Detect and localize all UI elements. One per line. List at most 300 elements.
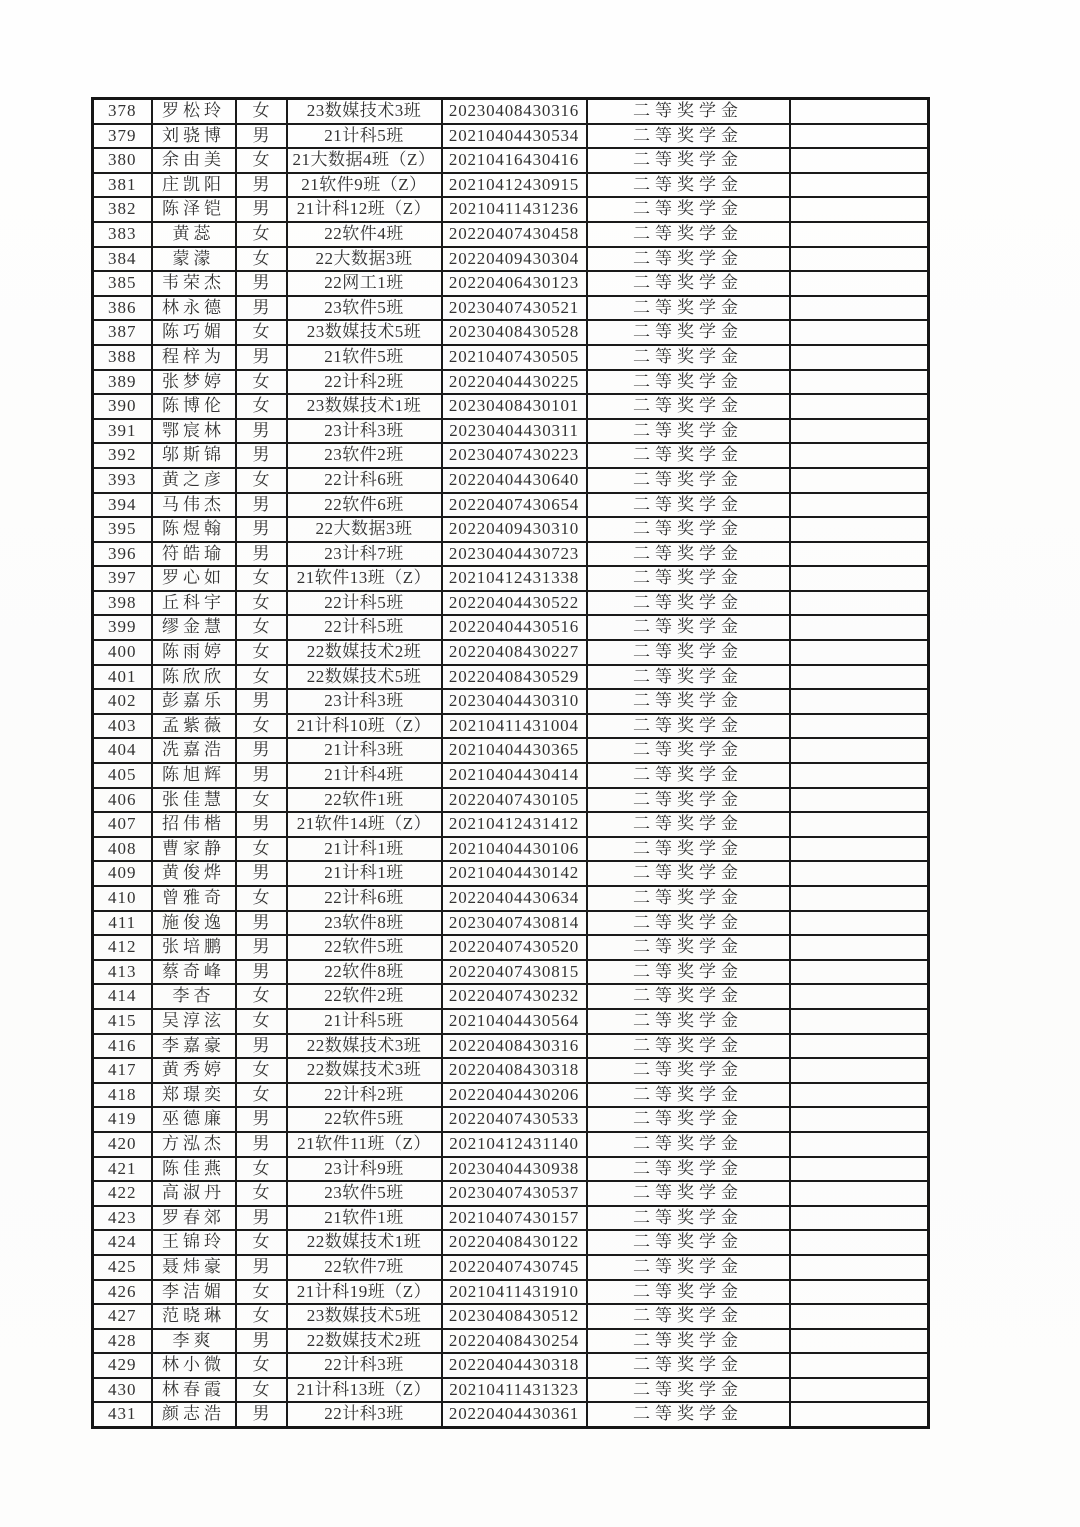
cell-no: 402 <box>93 689 152 714</box>
cell-id: 20210404430365 <box>442 738 587 763</box>
cell-award: 二等奖学金 <box>587 763 790 788</box>
cell-note <box>790 1181 929 1206</box>
cell-class: 22数媒技术3班 <box>287 1034 442 1059</box>
cell-no: 417 <box>93 1058 152 1083</box>
cell-id: 20220408430529 <box>442 665 587 690</box>
cell-name: 蔡奇峰 <box>152 960 236 985</box>
cell-note <box>790 148 929 173</box>
cell-note <box>790 738 929 763</box>
cell-id: 20230404430723 <box>442 542 587 567</box>
cell-class: 22软件6班 <box>287 493 442 518</box>
cell-award: 二等奖学金 <box>587 812 790 837</box>
cell-id: 20220407430745 <box>442 1255 587 1280</box>
cell-name: 陈博伦 <box>152 394 236 419</box>
cell-class: 23数媒技术5班 <box>287 320 442 345</box>
cell-gender: 男 <box>236 1329 287 1354</box>
cell-award: 二等奖学金 <box>587 1083 790 1108</box>
cell-gender: 男 <box>236 345 287 370</box>
cell-class: 23计科9班 <box>287 1157 442 1182</box>
table-row <box>93 443 929 468</box>
cell-name: 刘骁博 <box>152 124 236 149</box>
cell-note <box>790 542 929 567</box>
cell-award: 二等奖学金 <box>587 714 790 739</box>
cell-id: 20220404430361 <box>442 1402 587 1427</box>
table-row <box>93 1157 929 1182</box>
cell-name: 陈泽铠 <box>152 197 236 222</box>
cell-note <box>790 886 929 911</box>
cell-name: 罗松玲 <box>152 99 236 124</box>
cell-name: 林永德 <box>152 296 236 321</box>
cell-id: 20210412431140 <box>442 1132 587 1157</box>
cell-note <box>790 591 929 616</box>
cell-note <box>790 124 929 149</box>
cell-id: 20220408430254 <box>442 1329 587 1354</box>
cell-award: 二等奖学金 <box>587 1280 790 1305</box>
cell-note <box>790 788 929 813</box>
cell-name: 林小微 <box>152 1353 236 1378</box>
table-row <box>93 935 929 960</box>
table-row <box>93 591 929 616</box>
scholarship-table <box>91 97 930 1429</box>
table-row <box>93 517 929 542</box>
cell-gender: 男 <box>236 1132 287 1157</box>
cell-gender: 女 <box>236 837 287 862</box>
cell-note <box>790 1132 929 1157</box>
cell-award: 二等奖学金 <box>587 1034 790 1059</box>
cell-name: 陈雨婷 <box>152 640 236 665</box>
table-row <box>93 837 929 862</box>
table-row <box>93 173 929 198</box>
cell-name: 李杏 <box>152 984 236 1009</box>
cell-class: 21软件9班（Z） <box>287 173 442 198</box>
cell-award: 二等奖学金 <box>587 911 790 936</box>
cell-id: 20210412430915 <box>442 173 587 198</box>
cell-id: 20220404430634 <box>442 886 587 911</box>
cell-note <box>790 320 929 345</box>
table-row <box>93 738 929 763</box>
table-row <box>93 1083 929 1108</box>
table-row <box>93 788 929 813</box>
cell-award: 二等奖学金 <box>587 1402 790 1427</box>
cell-note <box>790 1402 929 1427</box>
cell-name: 缪金慧 <box>152 615 236 640</box>
cell-note <box>790 1255 929 1280</box>
table-row <box>93 640 929 665</box>
cell-no: 424 <box>93 1230 152 1255</box>
cell-class: 22软件2班 <box>287 984 442 1009</box>
cell-award: 二等奖学金 <box>587 1353 790 1378</box>
cell-gender: 男 <box>236 738 287 763</box>
cell-gender: 女 <box>236 1353 287 1378</box>
cell-class: 22软件1班 <box>287 788 442 813</box>
cell-no: 389 <box>93 370 152 395</box>
cell-no: 406 <box>93 788 152 813</box>
cell-no: 418 <box>93 1083 152 1108</box>
cell-class: 21软件14班（Z） <box>287 812 442 837</box>
cell-id: 20220407430533 <box>442 1107 587 1132</box>
cell-no: 387 <box>93 320 152 345</box>
cell-id: 20230404430311 <box>442 419 587 444</box>
cell-id: 20220404430522 <box>442 591 587 616</box>
table-row <box>93 911 929 936</box>
cell-gender: 女 <box>236 665 287 690</box>
table-row <box>93 960 929 985</box>
cell-id: 20230408430316 <box>442 99 587 124</box>
cell-award: 二等奖学金 <box>587 124 790 149</box>
cell-no: 411 <box>93 911 152 936</box>
cell-id: 20210411431236 <box>442 197 587 222</box>
cell-gender: 女 <box>236 788 287 813</box>
cell-note <box>790 1009 929 1034</box>
cell-award: 二等奖学金 <box>587 1181 790 1206</box>
cell-gender: 男 <box>236 1034 287 1059</box>
cell-no: 407 <box>93 812 152 837</box>
cell-award: 二等奖学金 <box>587 665 790 690</box>
cell-class: 23数媒技术3班 <box>287 99 442 124</box>
cell-class: 22计科6班 <box>287 886 442 911</box>
cell-note <box>790 1304 929 1329</box>
cell-gender: 女 <box>236 640 287 665</box>
cell-class: 23数媒技术1班 <box>287 394 442 419</box>
cell-gender: 女 <box>236 222 287 247</box>
table-row <box>93 1230 929 1255</box>
cell-gender: 男 <box>236 271 287 296</box>
cell-class: 21计科1班 <box>287 861 442 886</box>
cell-note <box>790 468 929 493</box>
cell-name: 聂炜豪 <box>152 1255 236 1280</box>
cell-award: 二等奖学金 <box>587 1132 790 1157</box>
cell-gender: 男 <box>236 173 287 198</box>
cell-class: 21软件1班 <box>287 1206 442 1231</box>
cell-gender: 女 <box>236 1157 287 1182</box>
cell-award: 二等奖学金 <box>587 738 790 763</box>
cell-id: 20220404430206 <box>442 1083 587 1108</box>
cell-name: 李洁媚 <box>152 1280 236 1305</box>
cell-award: 二等奖学金 <box>587 640 790 665</box>
cell-award: 二等奖学金 <box>587 320 790 345</box>
cell-name: 黄俊烨 <box>152 861 236 886</box>
table-row <box>93 861 929 886</box>
cell-id: 20220409430304 <box>442 247 587 272</box>
cell-no: 394 <box>93 493 152 518</box>
cell-class: 21大数据4班（Z） <box>287 148 442 173</box>
cell-no: 430 <box>93 1378 152 1403</box>
cell-id: 20220408430227 <box>442 640 587 665</box>
cell-id: 20220407430458 <box>442 222 587 247</box>
cell-no: 421 <box>93 1157 152 1182</box>
cell-id: 20210404430142 <box>442 861 587 886</box>
cell-name: 黄蕊 <box>152 222 236 247</box>
cell-name: 陈佳燕 <box>152 1157 236 1182</box>
table-row <box>93 1009 929 1034</box>
cell-id: 20220407430105 <box>442 788 587 813</box>
cell-name: 余由美 <box>152 148 236 173</box>
cell-id: 20210407430157 <box>442 1206 587 1231</box>
cell-name: 程梓为 <box>152 345 236 370</box>
cell-gender: 男 <box>236 296 287 321</box>
cell-id: 20210404430106 <box>442 837 587 862</box>
cell-gender: 男 <box>236 1255 287 1280</box>
cell-name: 颜志浩 <box>152 1402 236 1427</box>
cell-class: 21软件11班（Z） <box>287 1132 442 1157</box>
table-row <box>93 370 929 395</box>
cell-no: 416 <box>93 1034 152 1059</box>
cell-name: 范晓琳 <box>152 1304 236 1329</box>
cell-name: 林春霞 <box>152 1378 236 1403</box>
cell-award: 二等奖学金 <box>587 566 790 591</box>
cell-gender: 男 <box>236 124 287 149</box>
table-row <box>93 1181 929 1206</box>
cell-gender: 女 <box>236 1230 287 1255</box>
table-row <box>93 1034 929 1059</box>
cell-note <box>790 911 929 936</box>
cell-name: 曹家静 <box>152 837 236 862</box>
cell-gender: 女 <box>236 370 287 395</box>
cell-note <box>790 935 929 960</box>
cell-name: 马伟杰 <box>152 493 236 518</box>
cell-note <box>790 1378 929 1403</box>
table-body <box>93 99 929 1428</box>
cell-name: 李嘉豪 <box>152 1034 236 1059</box>
cell-note <box>790 271 929 296</box>
cell-class: 22数媒技术3班 <box>287 1058 442 1083</box>
cell-note <box>790 345 929 370</box>
table-row <box>93 124 929 149</box>
cell-id: 20210411431004 <box>442 714 587 739</box>
table-row <box>93 1255 929 1280</box>
cell-gender: 男 <box>236 812 287 837</box>
cell-name: 陈旭辉 <box>152 763 236 788</box>
cell-no: 396 <box>93 542 152 567</box>
cell-class: 23软件2班 <box>287 443 442 468</box>
cell-note <box>790 296 929 321</box>
cell-no: 427 <box>93 1304 152 1329</box>
cell-no: 383 <box>93 222 152 247</box>
cell-name: 郑璟奕 <box>152 1083 236 1108</box>
cell-note <box>790 222 929 247</box>
cell-name: 巫德廉 <box>152 1107 236 1132</box>
cell-no: 388 <box>93 345 152 370</box>
cell-gender: 女 <box>236 1280 287 1305</box>
table-row <box>93 984 929 1009</box>
cell-no: 379 <box>93 124 152 149</box>
cell-gender: 男 <box>236 1206 287 1231</box>
cell-id: 20230407430521 <box>442 296 587 321</box>
cell-award: 二等奖学金 <box>587 173 790 198</box>
cell-class: 22计科5班 <box>287 615 442 640</box>
table-row <box>93 1304 929 1329</box>
cell-gender: 男 <box>236 1402 287 1427</box>
cell-class: 23软件5班 <box>287 296 442 321</box>
cell-gender: 女 <box>236 468 287 493</box>
cell-name: 彭嘉乐 <box>152 689 236 714</box>
cell-class: 23软件5班 <box>287 1181 442 1206</box>
cell-id: 20210412431412 <box>442 812 587 837</box>
table-row <box>93 714 929 739</box>
cell-no: 381 <box>93 173 152 198</box>
table-row <box>93 468 929 493</box>
cell-gender: 男 <box>236 935 287 960</box>
table-row <box>93 812 929 837</box>
cell-name: 陈巧媚 <box>152 320 236 345</box>
cell-no: 413 <box>93 960 152 985</box>
cell-name: 张培鹏 <box>152 935 236 960</box>
table-row <box>93 1107 929 1132</box>
cell-no: 380 <box>93 148 152 173</box>
cell-class: 22计科6班 <box>287 468 442 493</box>
cell-name: 张佳慧 <box>152 788 236 813</box>
cell-award: 二等奖学金 <box>587 788 790 813</box>
cell-gender: 女 <box>236 1304 287 1329</box>
cell-id: 20230404430938 <box>442 1157 587 1182</box>
cell-no: 428 <box>93 1329 152 1354</box>
table-row <box>93 1206 929 1231</box>
cell-award: 二等奖学金 <box>587 1107 790 1132</box>
cell-id: 20230408430101 <box>442 394 587 419</box>
cell-note <box>790 370 929 395</box>
cell-no: 397 <box>93 566 152 591</box>
cell-award: 二等奖学金 <box>587 222 790 247</box>
cell-class: 22数媒技术1班 <box>287 1230 442 1255</box>
cell-note <box>790 812 929 837</box>
cell-id: 20210404430534 <box>442 124 587 149</box>
cell-class: 23计科7班 <box>287 542 442 567</box>
cell-no: 431 <box>93 1402 152 1427</box>
cell-award: 二等奖学金 <box>587 542 790 567</box>
cell-award: 二等奖学金 <box>587 517 790 542</box>
cell-gender: 女 <box>236 148 287 173</box>
table-row <box>93 394 929 419</box>
cell-award: 二等奖学金 <box>587 1304 790 1329</box>
cell-note <box>790 517 929 542</box>
cell-name: 冼嘉浩 <box>152 738 236 763</box>
cell-class: 21计科3班 <box>287 738 442 763</box>
cell-name: 施俊逸 <box>152 911 236 936</box>
cell-no: 423 <box>93 1206 152 1231</box>
cell-class: 21软件5班 <box>287 345 442 370</box>
cell-id: 20220404430516 <box>442 615 587 640</box>
cell-id: 20210411431323 <box>442 1378 587 1403</box>
cell-no: 392 <box>93 443 152 468</box>
cell-note <box>790 247 929 272</box>
table-row <box>93 222 929 247</box>
cell-note <box>790 640 929 665</box>
cell-no: 395 <box>93 517 152 542</box>
cell-note <box>790 1058 929 1083</box>
cell-note <box>790 443 929 468</box>
cell-award: 二等奖学金 <box>587 984 790 1009</box>
cell-class: 22计科3班 <box>287 1353 442 1378</box>
cell-award: 二等奖学金 <box>587 615 790 640</box>
cell-award: 二等奖学金 <box>587 861 790 886</box>
cell-id: 20230404430310 <box>442 689 587 714</box>
cell-gender: 女 <box>236 1181 287 1206</box>
cell-no: 405 <box>93 763 152 788</box>
cell-class: 22网工1班 <box>287 271 442 296</box>
table-row <box>93 665 929 690</box>
cell-class: 22数媒技术2班 <box>287 640 442 665</box>
cell-gender: 女 <box>236 1009 287 1034</box>
cell-gender: 男 <box>236 517 287 542</box>
cell-gender: 女 <box>236 591 287 616</box>
cell-award: 二等奖学金 <box>587 689 790 714</box>
cell-name: 招伟楷 <box>152 812 236 837</box>
cell-no: 415 <box>93 1009 152 1034</box>
cell-no: 399 <box>93 615 152 640</box>
cell-award: 二等奖学金 <box>587 1058 790 1083</box>
cell-name: 罗春郊 <box>152 1206 236 1231</box>
cell-award: 二等奖学金 <box>587 419 790 444</box>
cell-id: 20210411431910 <box>442 1280 587 1305</box>
cell-id: 20220408430316 <box>442 1034 587 1059</box>
cell-no: 429 <box>93 1353 152 1378</box>
cell-class: 22计科3班 <box>287 1402 442 1427</box>
cell-gender: 女 <box>236 1058 287 1083</box>
cell-note <box>790 1280 929 1305</box>
cell-no: 384 <box>93 247 152 272</box>
cell-award: 二等奖学金 <box>587 148 790 173</box>
cell-class: 23计科3班 <box>287 689 442 714</box>
cell-award: 二等奖学金 <box>587 886 790 911</box>
cell-award: 二等奖学金 <box>587 99 790 124</box>
cell-gender: 男 <box>236 419 287 444</box>
table-row <box>93 1378 929 1403</box>
cell-name: 黄之彦 <box>152 468 236 493</box>
cell-award: 二等奖学金 <box>587 197 790 222</box>
cell-id: 20230407430223 <box>442 443 587 468</box>
table-row <box>93 419 929 444</box>
cell-note <box>790 173 929 198</box>
cell-gender: 女 <box>236 1378 287 1403</box>
cell-class: 22软件7班 <box>287 1255 442 1280</box>
cell-id: 20220404430640 <box>442 468 587 493</box>
cell-no: 386 <box>93 296 152 321</box>
cell-name: 黄秀婷 <box>152 1058 236 1083</box>
cell-note <box>790 689 929 714</box>
cell-award: 二等奖学金 <box>587 345 790 370</box>
cell-id: 20220406430123 <box>442 271 587 296</box>
table-row <box>93 615 929 640</box>
cell-award: 二等奖学金 <box>587 1206 790 1231</box>
cell-id: 20230408430512 <box>442 1304 587 1329</box>
table-row <box>93 763 929 788</box>
cell-name: 韦荣杰 <box>152 271 236 296</box>
cell-award: 二等奖学金 <box>587 370 790 395</box>
cell-class: 22软件4班 <box>287 222 442 247</box>
cell-name: 王锦玲 <box>152 1230 236 1255</box>
cell-no: 393 <box>93 468 152 493</box>
cell-class: 21计科5班 <box>287 124 442 149</box>
cell-award: 二等奖学金 <box>587 1009 790 1034</box>
table-row <box>93 345 929 370</box>
cell-note <box>790 1206 929 1231</box>
cell-name: 张梦婷 <box>152 370 236 395</box>
cell-no: 401 <box>93 665 152 690</box>
cell-award: 二等奖学金 <box>587 271 790 296</box>
cell-award: 二等奖学金 <box>587 1157 790 1182</box>
table-row <box>93 1058 929 1083</box>
cell-note <box>790 1230 929 1255</box>
cell-gender: 女 <box>236 99 287 124</box>
cell-award: 二等奖学金 <box>587 935 790 960</box>
cell-note <box>790 394 929 419</box>
cell-no: 385 <box>93 271 152 296</box>
cell-note <box>790 197 929 222</box>
cell-name: 高淑丹 <box>152 1181 236 1206</box>
cell-name: 蒙濛 <box>152 247 236 272</box>
cell-gender: 男 <box>236 911 287 936</box>
cell-note <box>790 419 929 444</box>
